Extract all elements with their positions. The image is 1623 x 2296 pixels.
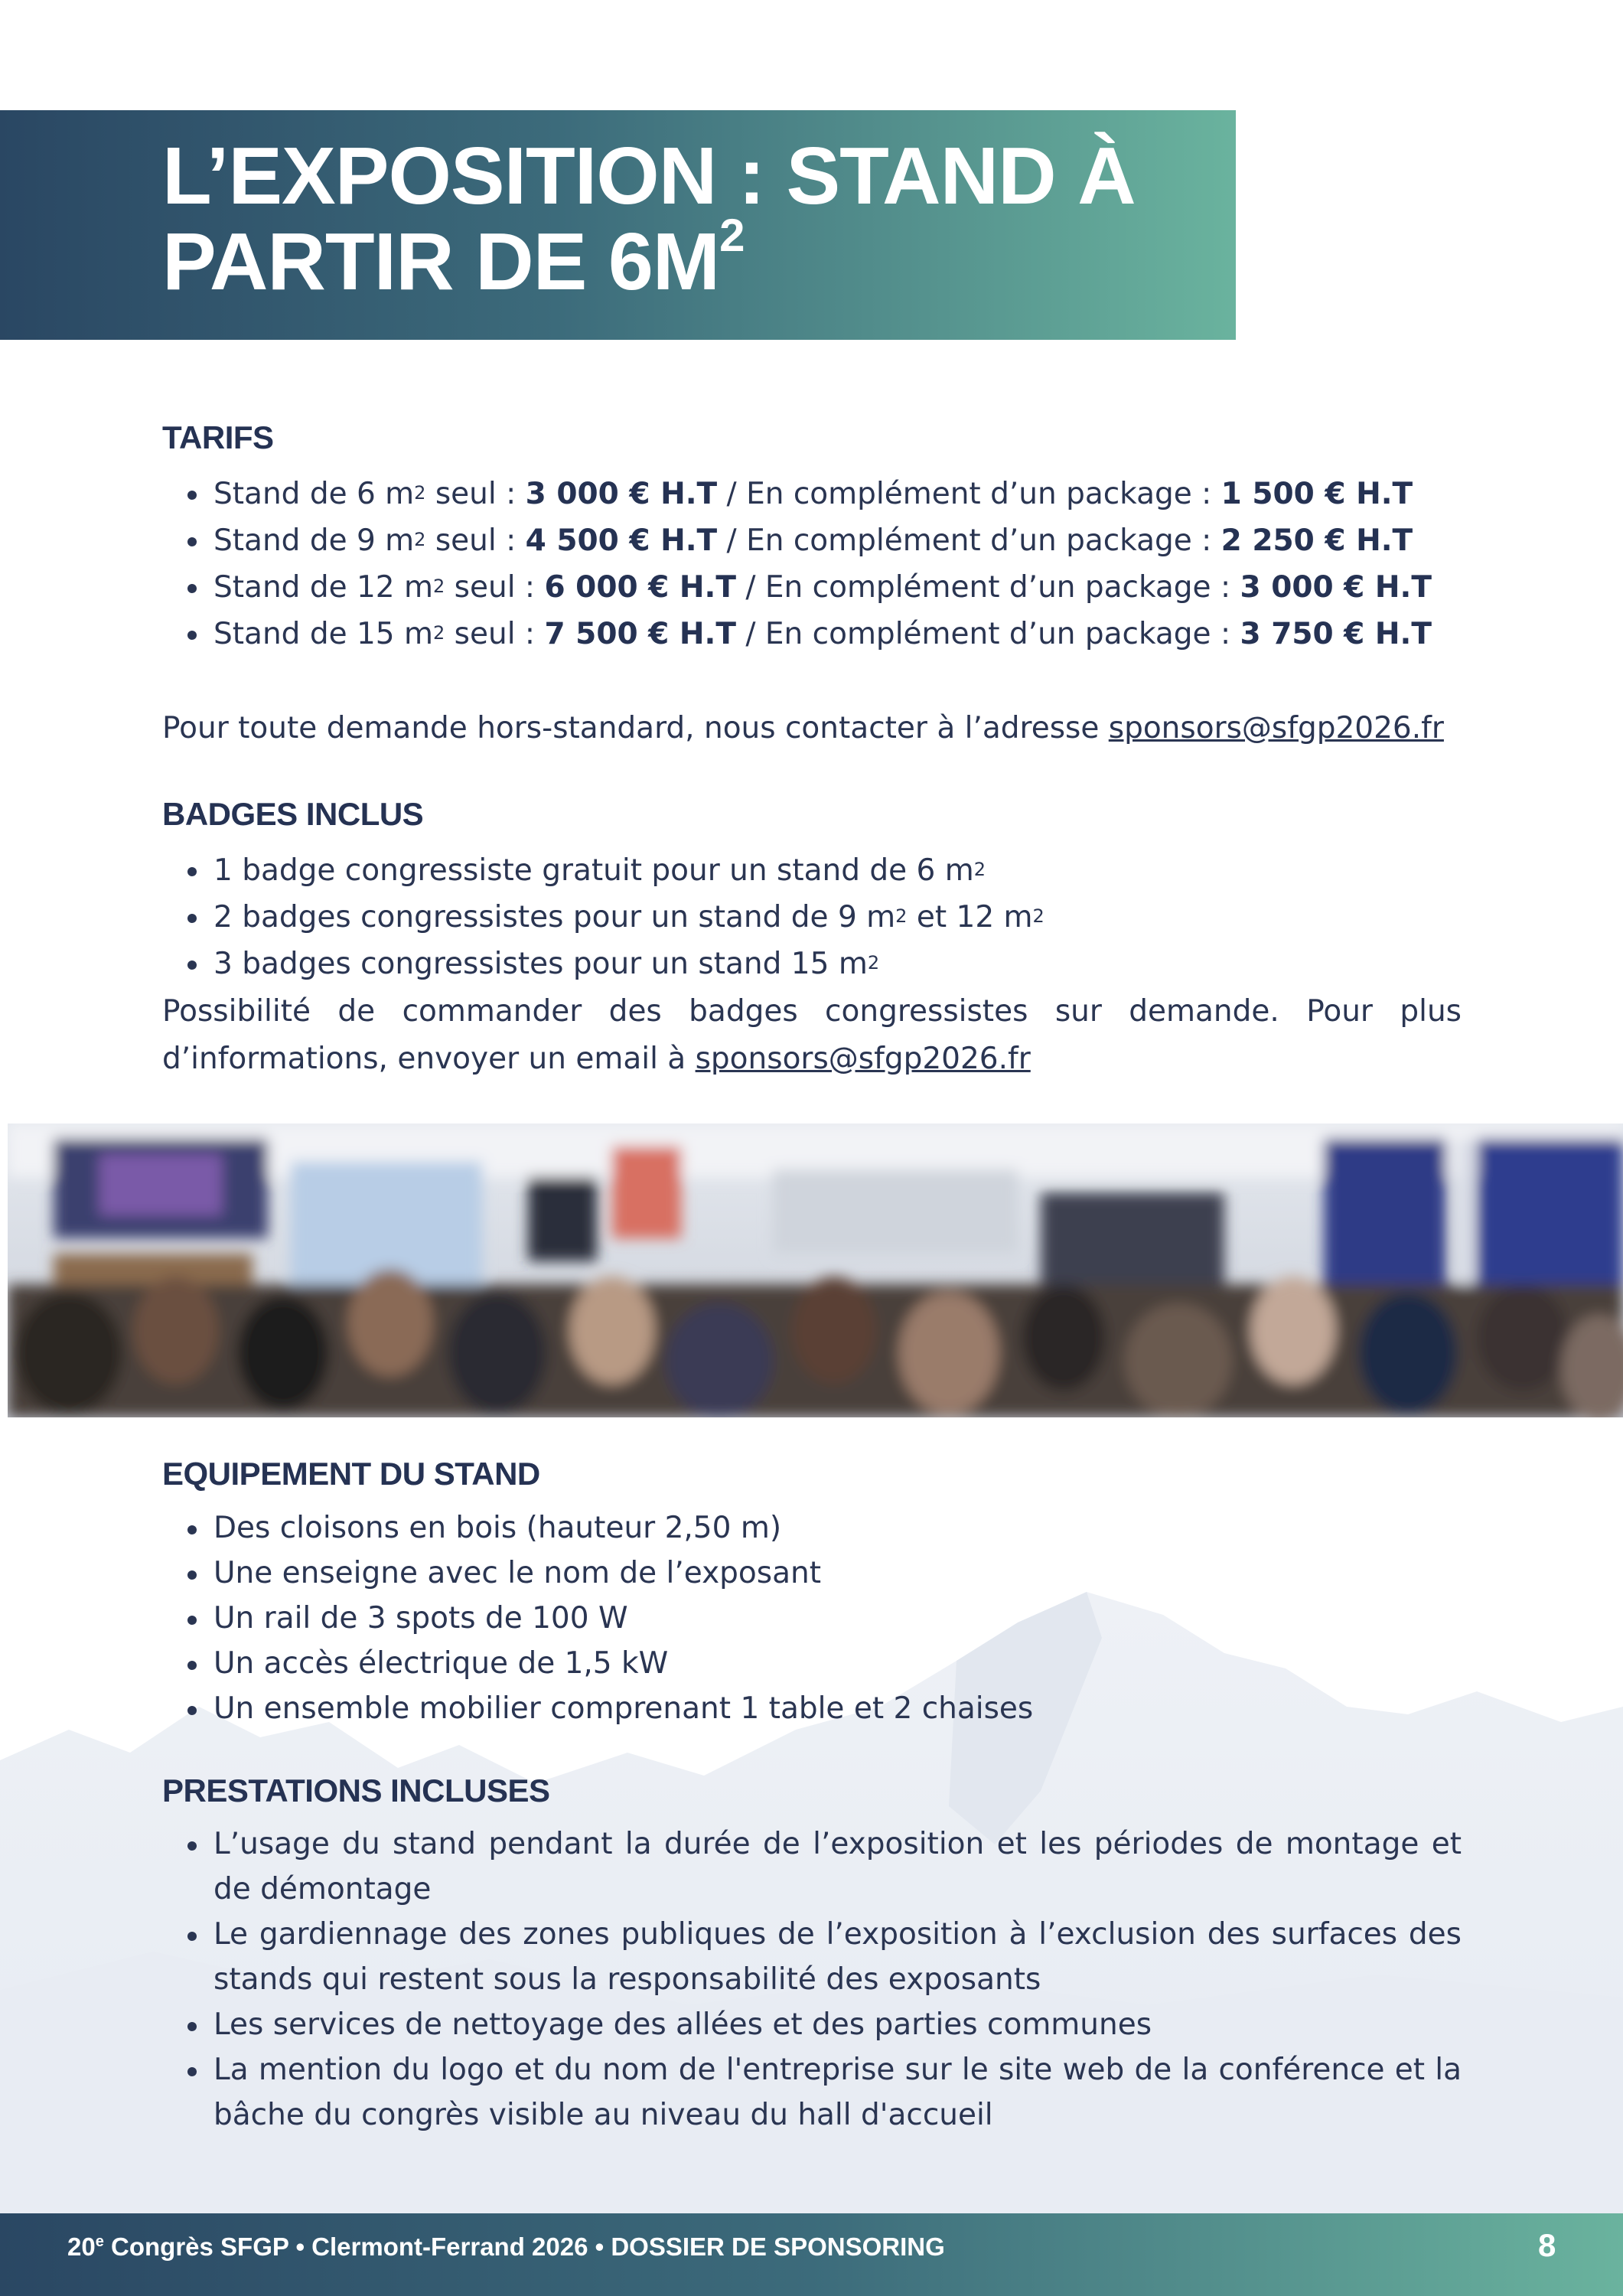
section-heading-tarifs: TARIFS: [162, 419, 274, 455]
tarifs-list: [162, 471, 1462, 657]
badges-list: [162, 847, 1462, 987]
list-item: Les services de nettoyage des allées et des parties communes: [162, 2002, 1462, 2047]
email-link[interactable]: sponsors@sfgp2026.fr: [1108, 711, 1444, 745]
contact-paragraph: Pour toute demande hors-standard, nous contacter à l’adresse sponsors@sfgp2026.fr: [162, 711, 1444, 745]
list-item: Un ensemble mobilier comprenant 1 table et 2 chaises: [162, 1686, 1462, 1731]
email-link[interactable]: sponsors@sfgp2026.fr: [695, 1042, 1031, 1076]
section-heading-prestations: PRESTATIONS INCLUSES: [162, 1773, 550, 1808]
list-item: Stand de 15 $m^2$ seul : 7 500 € H.T / En complément d’un package : 3 750 € H.T: [162, 611, 1462, 657]
list-item: L’usage du stand pendant la durée de l’exposition et les périodes de montage et de démontage: [162, 1821, 1462, 1912]
list-item: Des cloisons en bois (hauteur 2,50 m): [162, 1505, 1462, 1551]
list-item: Stand de 9 $m^2$ seul : 4 500 € H.T / En complément d’un package : 2 250 € H.T: [162, 517, 1462, 564]
list-item: Un rail de 3 spots de 100 W: [162, 1596, 1462, 1641]
exhibition-crowd-photo: [8, 1124, 1623, 1417]
badges-note: Possibilité de commander des badges congressistes sur demande. Pour plus d’informations, envoyer un email à sponsors@sfgp2026.fr: [162, 994, 1462, 1076]
page-number: 8: [1538, 2227, 1556, 2263]
list-item: Stand de 12 $m^2$ seul : 6 000 € H.T / En complément d’un package : 3 000 € H.T: [162, 564, 1462, 611]
section-heading-equipement: EQUIPEMENT DU STAND: [162, 1456, 540, 1492]
list-item: Un accès électrique de 1,5 kW: [162, 1641, 1462, 1686]
prestations-list: [162, 1821, 1462, 2138]
footer-caption: 20e Congrès SFGP • Clermont-Ferrand 2026 • DOSSIER DE SPONSORING: [67, 2232, 945, 2261]
list-item: Stand de 6 $m^2$ seul : 3 000 € H.T / En complément d’un package : 1 500 € H.T: [162, 471, 1462, 517]
list-item: 2 badges congressistes pour un stand de 9 $m^2$ et 12 $m^2$: [162, 894, 1462, 941]
list-item: Une enseigne avec le nom de l’exposant: [162, 1551, 1462, 1596]
list-item: La mention du logo et du nom de l'entreprise sur le site web de la conférence et la bâche du congrès visible au niveau du hall d'accueil: [162, 2047, 1462, 2138]
equipement-list: [162, 1505, 1462, 1731]
list-item: 1 badge congressiste gratuit pour un stand de 6 $m^2$: [162, 847, 1462, 894]
list-item: Le gardiennage des zones publiques de l’exposition à l’exclusion des surfaces des stands qui restent sous la responsabilité des exposants: [162, 1912, 1462, 2002]
list-item: 3 badges congressistes pour un stand 15 $m^2$: [162, 941, 1462, 987]
section-heading-badges: BADGES INCLUS: [162, 796, 424, 832]
page-title: L’EXPOSITION : STAND À PARTIR DE $6M^2$: [162, 131, 1136, 307]
